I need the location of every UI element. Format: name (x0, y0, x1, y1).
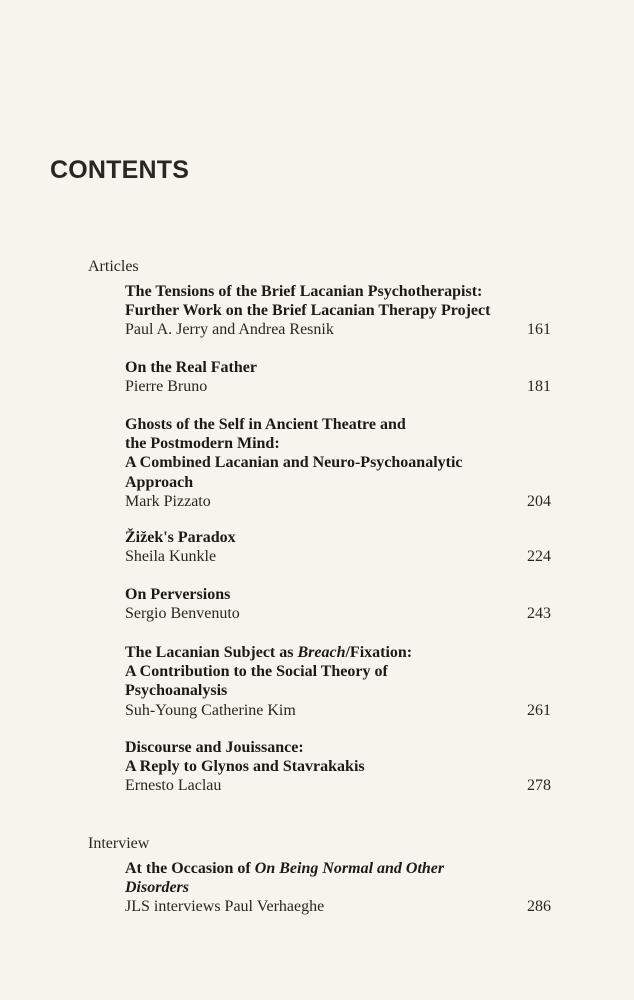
entry-title: The Tensions of the Brief Lacanian Psychotherapist: (125, 283, 483, 300)
entry-title-italic: Disorders (125, 879, 190, 897)
entry-title: Approach (125, 473, 194, 491)
entry-title: On Perversions (125, 586, 231, 603)
entry-page-number: 181 (527, 378, 551, 396)
entry-title: Ghosts of the Self in Ancient Theatre and (125, 416, 406, 433)
entry-page-number: 278 (527, 777, 551, 795)
entry-page-number: 286 (527, 898, 551, 916)
entry-title: Psychoanalysis (125, 682, 228, 700)
entry-title: On the Real Father (125, 359, 257, 376)
entry-title-italic: On Being Normal and Other (254, 860, 445, 877)
entry-title: A Contribution to the Social Theory of (125, 663, 388, 681)
toc-entry[interactable] (125, 415, 551, 511)
entry-title: A Reply to Glynos and Stavrakakis (125, 758, 365, 776)
toc-entry[interactable] (125, 738, 551, 796)
entry-page-number: 204 (527, 492, 551, 510)
entry-page-number: 224 (527, 548, 551, 566)
section-heading-articles: Articles (88, 258, 139, 275)
entry-title (125, 878, 551, 897)
entry-title-italic: Breach (297, 644, 346, 661)
entry-title: the Postmodern Mind: (125, 435, 280, 453)
entry-author: Mark Pizzato (125, 492, 211, 510)
entry-author: Sheila Kunkle (125, 548, 217, 566)
section-heading-interview: Interview (88, 835, 150, 852)
toc-entry[interactable] (125, 859, 551, 917)
entry-page-number: 161 (527, 321, 551, 339)
entry-author: Suh-Young Catherine Kim (125, 701, 296, 719)
entry-author: Paul A. Jerry and Andrea Resnik (125, 321, 334, 339)
toc-entry[interactable] (125, 282, 551, 340)
toc-entry[interactable] (125, 528, 551, 566)
entry-author: Pierre Bruno (125, 378, 208, 396)
entry-title: The Lacanian Subject as Breach/Fixation: (125, 644, 413, 661)
toc-entry[interactable] (125, 643, 551, 720)
entry-author: Sergio Benvenuto (125, 605, 240, 623)
entry-title: Further Work on the Brief Lacanian Therapy Project (125, 302, 491, 320)
entry-title: Discourse and Jouissance: (125, 739, 304, 756)
entry-author: Ernesto Laclau (125, 777, 222, 795)
entry-page-number: 243 (527, 605, 551, 623)
entry-title: A Combined Lacanian and Neuro-Psychoanalytic (125, 454, 463, 472)
toc-entry[interactable] (125, 358, 551, 396)
toc-entry[interactable] (125, 585, 551, 623)
entry-title: Žižek's Paradox (125, 529, 236, 546)
entry-author: JLS interviews Paul Verhaeghe (125, 898, 325, 916)
entry-page-number: 261 (527, 701, 551, 719)
page-title: CONTENTS (50, 156, 190, 184)
entry-title: At the Occasion of On Being Normal and Other (125, 860, 445, 877)
